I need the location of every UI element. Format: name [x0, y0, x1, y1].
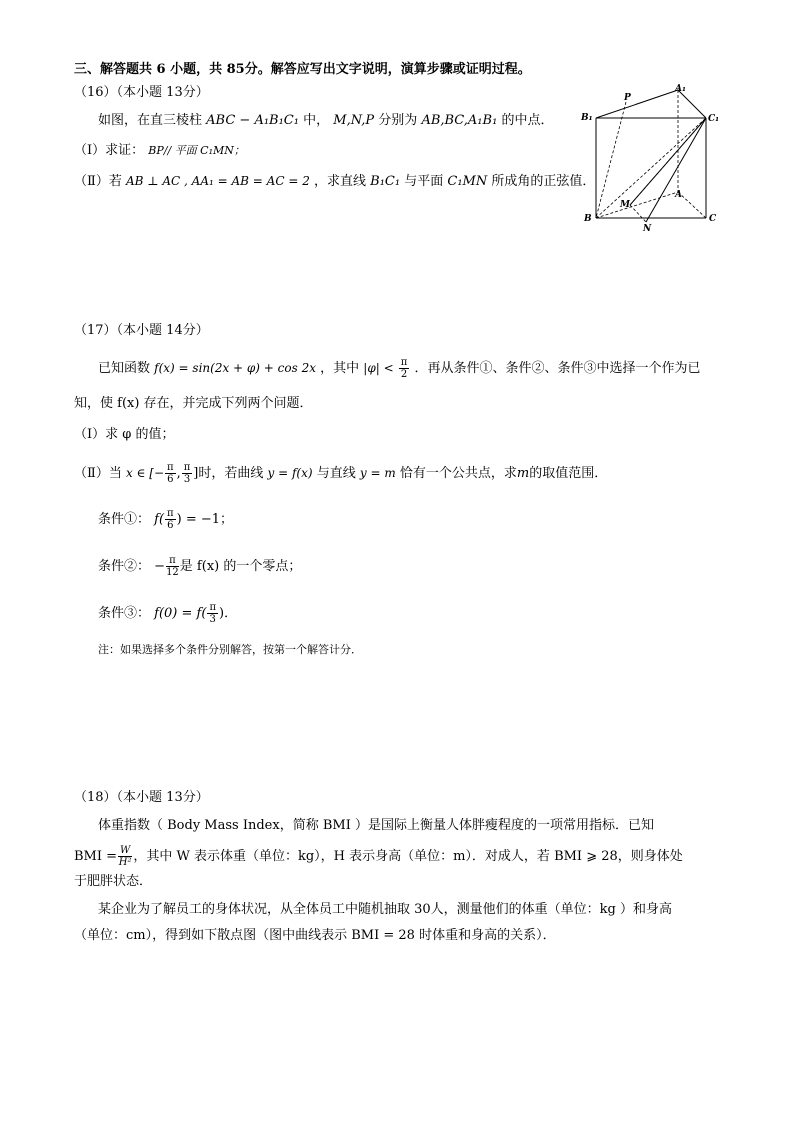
q16-header: （16）（本小题 13分）: [74, 85, 209, 100]
q16-part2-cond: AB ⊥ AC , AA₁ = AB = AC = 2: [125, 174, 310, 188]
q18-para2-line: [74, 845, 683, 868]
frac-num: π: [167, 508, 174, 519]
q16-prism: ABC − A₁B₁C₁: [206, 113, 299, 128]
edge-a-c-hidden: [678, 192, 706, 218]
q18-para1: 体重指数（ Body Mass Index，简称 BMI ）是国际上衡量人体胖瘦程度的一项常用指标．已知: [98, 818, 654, 833]
q17-cond3-end: )．: [219, 606, 238, 621]
q17-part2-c: y = f(x): [267, 466, 313, 480]
frac-num: W: [120, 845, 131, 856]
edge-b1-a1: [596, 90, 678, 118]
q18-bmi-frac: [118, 845, 132, 868]
q17-part2-a: （Ⅱ）当: [74, 466, 122, 481]
q17-part2-g: 的取值范围．: [529, 466, 608, 481]
q16-intro: [98, 113, 553, 129]
q17-func: f(x) = sin(2x + φ) + cos 2x: [154, 361, 316, 375]
q17-part2-x: x ∈ [−: [125, 466, 164, 480]
label-a: A: [675, 190, 682, 200]
label-n: N: [643, 224, 652, 234]
q17-intro-b: ，其中: [320, 361, 360, 376]
q16-part2-plane: C₁MN: [447, 174, 488, 189]
frac-den: 6: [167, 520, 174, 531]
q17-pi-over-2: [399, 357, 410, 380]
frac-den: 12: [166, 567, 179, 578]
q17-part2-b: ]时，若曲线: [193, 466, 264, 481]
segment-c1-n: [646, 118, 706, 222]
q17-part2-f: 恰有一个公共点，求: [399, 466, 517, 481]
q17-intro-c: ．再从条件①、条件②、条件③中选择一个作为已: [414, 361, 701, 376]
q18-bmi-lhs: BMI =: [74, 849, 118, 864]
label-b: B: [584, 214, 592, 224]
q17-part2-e: y = m: [359, 466, 396, 480]
frac-den: 3: [183, 474, 191, 485]
q17-pi-over-3: [182, 462, 193, 485]
q18-header: （18）（本小题 13分）: [74, 790, 209, 805]
q16-part2-text: ，求直线: [313, 174, 366, 189]
q17-cond2: [98, 555, 301, 578]
q17-cond2-label: 条件②：: [98, 559, 151, 574]
q16-intro-text-b: 中，: [303, 113, 330, 128]
label-a1: A₁: [675, 84, 686, 94]
label-c1: C₁: [708, 114, 720, 124]
frac-num: π: [167, 462, 174, 473]
q17-cond2-frac: [166, 555, 179, 578]
q17-cond3: [98, 602, 237, 625]
frac-num: π: [400, 357, 408, 368]
q17-cond: |φ| <: [363, 361, 394, 375]
frac-den: 2: [400, 369, 408, 380]
q16-part1-expr: BP// 平面 C₁MN；: [148, 144, 245, 157]
q17-part2-d: 与直线: [316, 466, 356, 481]
q16-part1-label: （Ⅰ）求证：: [74, 143, 145, 158]
q17-cond3-label: 条件③：: [98, 606, 151, 621]
q16-part2-text2: 与平面: [404, 174, 444, 189]
q16-points: M,N,P: [333, 113, 375, 128]
q18-para4: 某企业为了解员工的身体状况，从全体员工中随机抽取 30人，测量他们的体重（单位：kg ）和身高: [98, 902, 673, 917]
frac-den: H²: [118, 857, 132, 868]
q17-cond1-frac: [165, 508, 176, 531]
label-b1: B₁: [581, 113, 593, 123]
q17-part2-m: m: [516, 466, 530, 481]
q18-para2: ，其中 W 表示体重（单位：kg），H 表示身高（单位：m）．对成人，若 BMI ⩾ 28，则身体处: [133, 849, 683, 864]
label-c: C: [709, 214, 717, 224]
q16-intro-text-d: 的中点．: [501, 113, 554, 128]
q17-cond1-end: ) = −1；: [176, 512, 234, 527]
q16-part2-line: B₁C₁: [370, 174, 401, 189]
q16-intro-text-c: 分别为: [378, 113, 418, 128]
q17-intro-line2: 知，使 f(x) 存在，并完成下列两个问题．: [74, 396, 313, 411]
frac-num: π: [209, 602, 217, 613]
edge-a1-c1: [678, 90, 706, 118]
segment-m-n-hidden: [630, 205, 646, 222]
prism-figure: [578, 80, 728, 235]
q17-cond3-f: f(0) = f(: [154, 606, 207, 621]
q16-part2-label: （Ⅱ）若: [74, 174, 122, 189]
q17-header: （17）（本小题 14分）: [74, 323, 209, 338]
q17-intro: [98, 357, 701, 380]
section-heading: 三、解答题共 6 小题，共 85分。解答应写出文字说明，演算步骤或证明过程。: [74, 62, 531, 77]
q16-intro-text-a: 如图，在直三棱柱: [98, 113, 203, 128]
q16-segments: AB,BC,A₁B₁: [421, 113, 498, 128]
frac-num: π: [183, 462, 191, 473]
label-m: M: [620, 200, 630, 210]
q17-cond3-frac: [207, 602, 218, 625]
q17-note: 注：如果选择多个条件分别解答，按第一个解答计分．: [98, 643, 362, 656]
q16-part2: [74, 173, 595, 190]
frac-den: 3: [209, 614, 216, 625]
q17-cond1-label: 条件①：: [98, 512, 151, 527]
label-p: P: [624, 93, 631, 103]
q18-para5: （单位：cm），得到如下散点图（图中曲线表示 BMI = 28 时体重和身高的关系）．: [74, 928, 556, 943]
q18-para3: 于肥胖状态．: [74, 874, 153, 889]
frac-num: π: [166, 555, 179, 567]
q17-cond2-minus: −: [154, 559, 166, 574]
q17-cond1: [98, 508, 233, 531]
q17-intro-a: 已知函数: [98, 361, 151, 376]
frac-den: 6: [167, 474, 174, 485]
q17-part2: （Ⅱ）当 x ∈ [− $\frac{\pi}{6}$ , $\frac{\pi}{3}$ ]时，若曲线 y = f(x) 与直线 y = m 恰有一个公共点，求m的取值范围．: [74, 462, 608, 485]
q17-part1: （Ⅰ）求 φ 的值；: [74, 427, 175, 442]
edge-b-a-hidden: [596, 192, 678, 218]
q17-cond1-f: f(: [154, 512, 165, 527]
q17-pi-over-6: [165, 462, 176, 485]
q16-part1: [74, 143, 245, 159]
q17-cond2-end: 是 f(x) 的一个零点；: [179, 559, 302, 574]
q16-part2-text3: 所成角的正弦值．: [491, 174, 596, 189]
